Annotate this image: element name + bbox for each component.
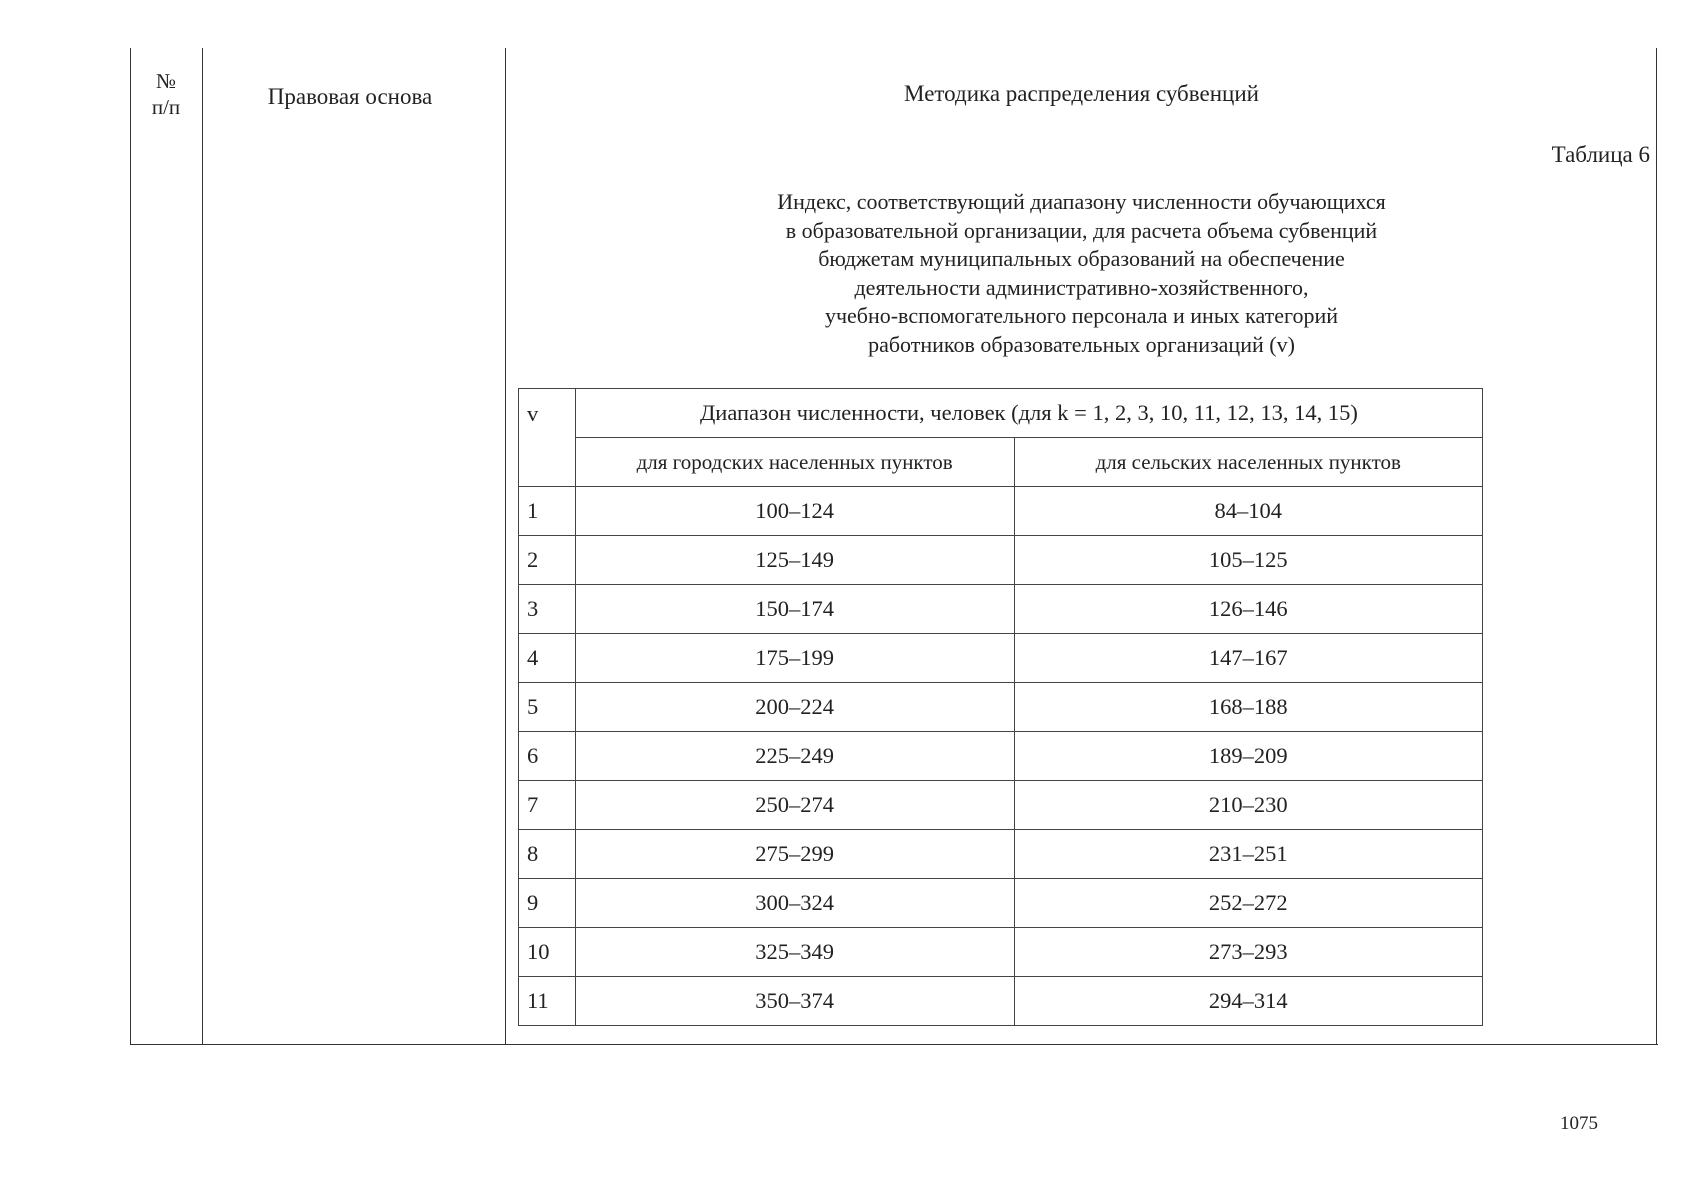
range-header: Диапазон численности, человек (для k = 1, 2, 3, 10, 11, 12, 13, 14, 15) bbox=[575, 389, 1482, 438]
number-abbrev: п/п bbox=[151, 95, 181, 119]
table-row bbox=[519, 732, 1483, 781]
index-table bbox=[518, 388, 1483, 1026]
caption-line: в образовательной организации, для расчета объема субвенций bbox=[785, 217, 1378, 243]
index-cell: 6 bbox=[519, 732, 576, 781]
urban-range-cell: 325–349 bbox=[575, 928, 1014, 977]
column-divider bbox=[202, 48, 203, 1044]
table-row bbox=[519, 830, 1483, 879]
index-cell: 2 bbox=[519, 536, 576, 585]
urban-range-cell: 250–274 bbox=[575, 781, 1014, 830]
caption-line: учебно-вспомогательного персонала и иных категорий bbox=[824, 303, 1339, 328]
table-row bbox=[519, 585, 1483, 634]
caption-line: деятельности административно-хозяйственного, bbox=[854, 274, 1309, 300]
index-cell: 4 bbox=[519, 634, 576, 683]
caption-line: бюджетам муниципальных образований на обеспечение bbox=[818, 246, 1345, 271]
table-label: Таблица 6 bbox=[1551, 142, 1650, 167]
table-row bbox=[519, 879, 1483, 928]
rural-range-cell: 294–314 bbox=[1014, 977, 1483, 1026]
rural-range-cell: 210–230 bbox=[1014, 781, 1483, 830]
caption-line: Индекс, соответствующий диапазону численности обучающихся bbox=[777, 189, 1386, 214]
urban-header: для городских населенных пунктов bbox=[575, 438, 1014, 487]
number-sign: № bbox=[155, 69, 177, 93]
table-bottom-border bbox=[130, 1044, 1658, 1045]
index-cell: 7 bbox=[519, 781, 576, 830]
rural-range-cell: 147–167 bbox=[1014, 634, 1483, 683]
urban-range-cell: 175–199 bbox=[575, 634, 1014, 683]
table-row bbox=[519, 634, 1483, 683]
table-caption bbox=[505, 188, 1658, 359]
urban-range-cell: 125–149 bbox=[575, 536, 1014, 585]
index-cell: 3 bbox=[519, 585, 576, 634]
urban-range-cell: 300–324 bbox=[575, 879, 1014, 928]
table-body bbox=[519, 487, 1483, 1026]
rural-range-cell: 84–104 bbox=[1014, 487, 1483, 536]
urban-range-cell: 150–174 bbox=[575, 585, 1014, 634]
urban-range-cell: 200–224 bbox=[575, 683, 1014, 732]
urban-range-cell: 275–299 bbox=[575, 830, 1014, 879]
urban-range-cell: 350–374 bbox=[575, 977, 1014, 1026]
index-cell: 10 bbox=[519, 928, 576, 977]
rural-range-cell: 273–293 bbox=[1014, 928, 1483, 977]
column-divider bbox=[130, 48, 131, 1044]
rural-range-cell: 168–188 bbox=[1014, 683, 1483, 732]
urban-range-cell: 100–124 bbox=[575, 487, 1014, 536]
rural-range-cell: 189–209 bbox=[1014, 732, 1483, 781]
table-row bbox=[519, 977, 1483, 1026]
v-column-header: v bbox=[519, 389, 576, 487]
caption-line: работников образовательных организаций (v) bbox=[868, 331, 1295, 357]
rural-range-cell: 126–146 bbox=[1014, 585, 1483, 634]
index-cell: 8 bbox=[519, 830, 576, 879]
table-row bbox=[519, 928, 1483, 977]
rural-range-cell: 252–272 bbox=[1014, 879, 1483, 928]
index-cell: 5 bbox=[519, 683, 576, 732]
rural-header: для сельских населенных пунктов bbox=[1014, 438, 1483, 487]
index-cell: 1 bbox=[519, 487, 576, 536]
table-row bbox=[519, 487, 1483, 536]
index-cell: 11 bbox=[519, 977, 576, 1026]
rural-range-cell: 231–251 bbox=[1014, 830, 1483, 879]
table-row bbox=[519, 781, 1483, 830]
methodology-header: Методика распределения субвенций bbox=[904, 81, 1259, 106]
page-number: 1075 bbox=[1560, 1113, 1598, 1134]
outer-table bbox=[130, 48, 1658, 1044]
legal-basis-header: Правовая основа bbox=[267, 84, 433, 109]
rural-range-cell: 105–125 bbox=[1014, 536, 1483, 585]
urban-range-cell: 225–249 bbox=[575, 732, 1014, 781]
index-cell: 9 bbox=[519, 879, 576, 928]
table-row bbox=[519, 683, 1483, 732]
number-column-header bbox=[130, 68, 202, 120]
table-row bbox=[519, 536, 1483, 585]
